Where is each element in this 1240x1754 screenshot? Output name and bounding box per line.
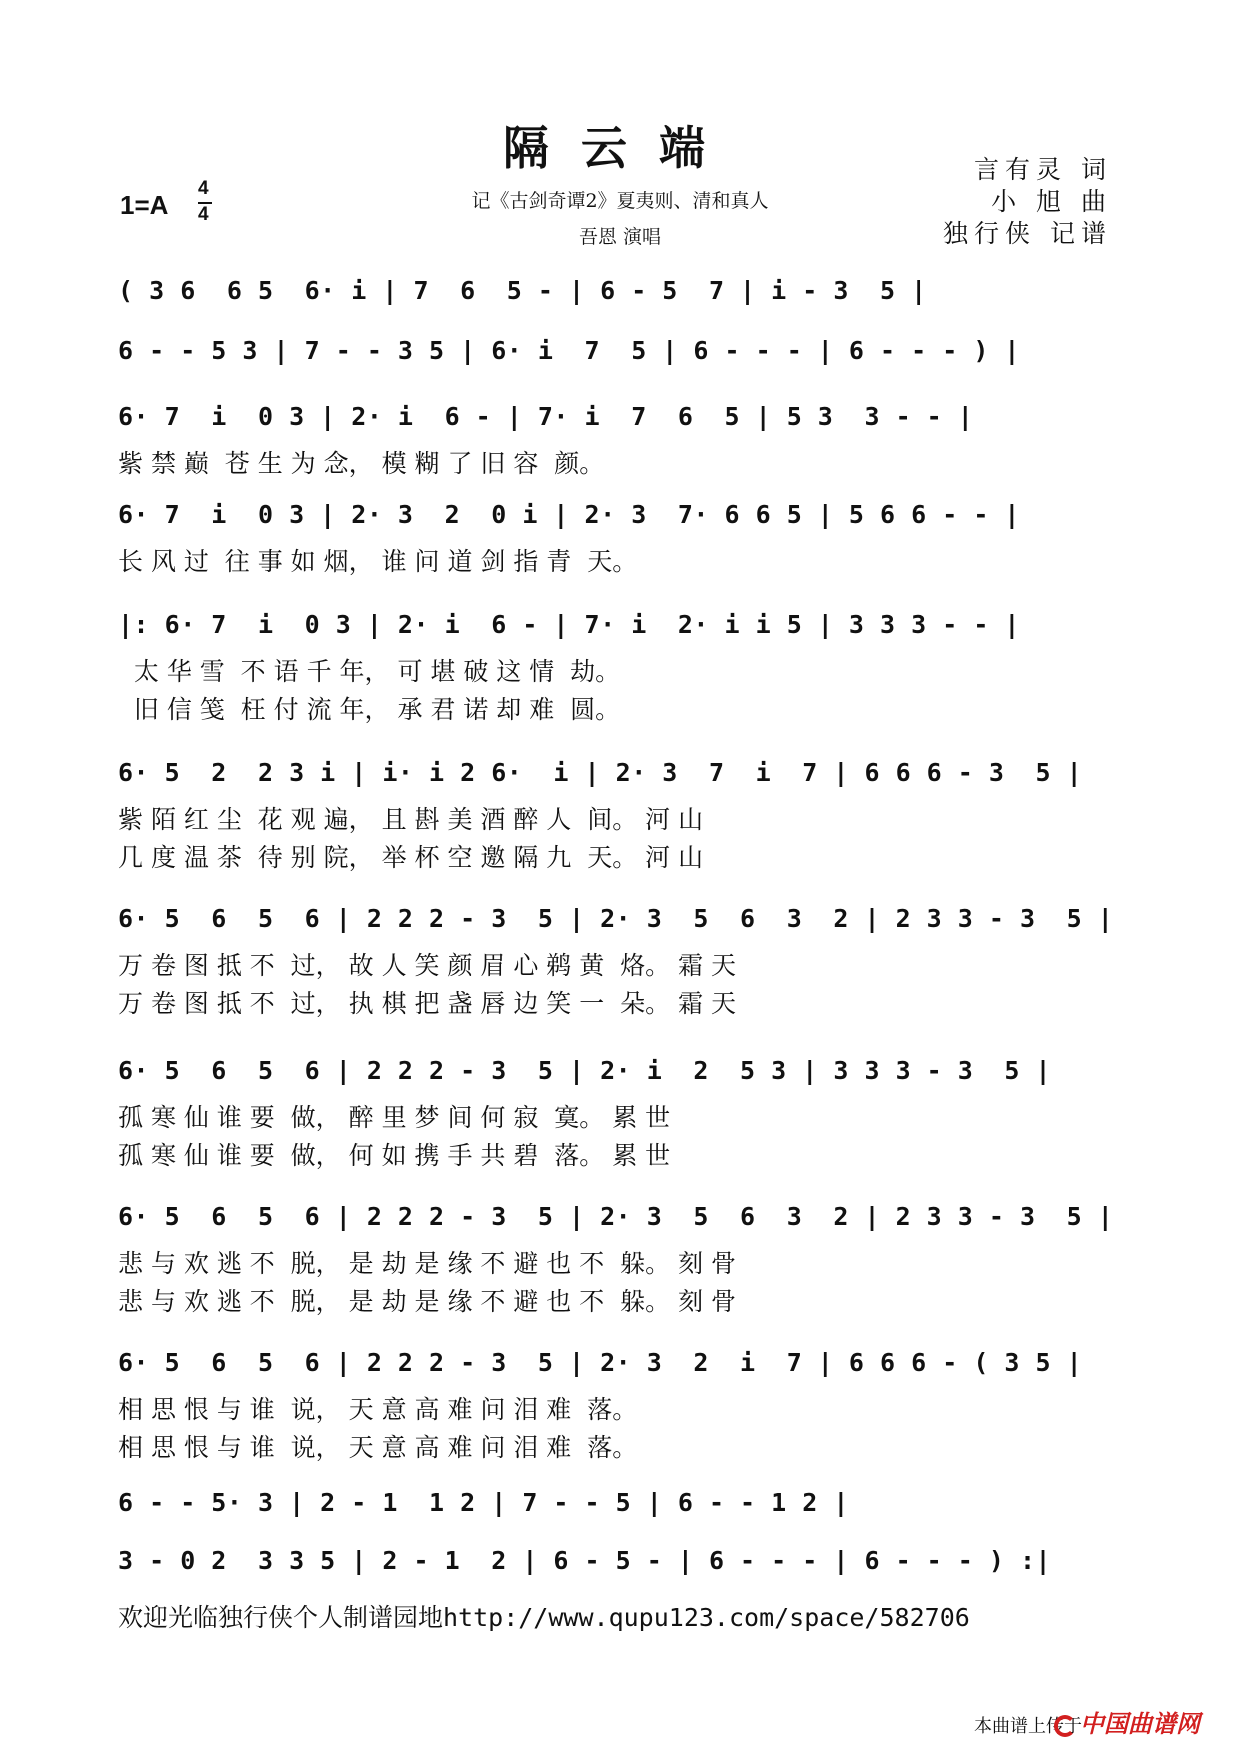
transcriber-credit: 独行侠 记谱: [943, 219, 1112, 248]
lyricist-credit: 言有灵 词: [974, 155, 1112, 184]
notation-line-6: 6· 5 2 2 3 i | i· i 2 6· i | 2· 3 7 i 7 | 6 6 6 - 3 5 |: [118, 758, 1083, 787]
lyric-line: 万 卷 图 抵 不 过， 故 人 笑 颜 眉 心 鹈 黄 烙。 霜 天: [118, 951, 737, 980]
logo-part-2: 曲谱网: [1128, 1711, 1200, 1738]
lyric-line: 悲 与 欢 逃 不 脱， 是 劫 是 缘 不 避 也 不 躲。 刻 骨: [118, 1249, 737, 1278]
lyric-line: 孤 寒 仙 谁 要 做， 何 如 携 手 共 碧 落。 累 世: [118, 1141, 671, 1170]
notation-line-9: 6· 5 6 5 6 | 2 2 2 - 3 5 | 2· 3 5 6 3 2 | 2 3 3 - 3 5 |: [118, 1202, 1114, 1231]
lyric-line: 几 度 温 茶 待 别 院， 举 杯 空 邀 隔 九 天。 河 山: [118, 843, 704, 872]
lyric-line: 相 思 恨 与 谁 说， 天 意 高 难 问 泪 难 落。: [118, 1433, 638, 1462]
notation-line-7: 6· 5 6 5 6 | 2 2 2 - 3 5 | 2· 3 5 6 3 2 | 2 3 3 - 3 5 |: [118, 904, 1114, 933]
notation-line-12: 3 - 0 2 3 3 5 | 2 - 1 2 | 6 - 5 - | 6 - - - | 6 - - - ) :|: [118, 1546, 1052, 1575]
notation-line-2: 6 - - 5 3 | 7 - - 3 5 | 6· i 7 5 | 6 - - - | 6 - - - ) |: [118, 336, 1020, 365]
footer-link-text[interactable]: 欢迎光临独行侠个人制谱园地http://www.qupu123.com/space/582706: [118, 1603, 970, 1632]
page-title: 隔云端: [503, 121, 737, 175]
lyric-line: 紫 陌 红 尘 花 观 遍， 且 斟 美 酒 醉 人 间。 河 山: [118, 805, 704, 834]
lyric-line: 万 卷 图 抵 不 过， 执 棋 把 盏 唇 边 笑 一 朵。 霜 天: [118, 989, 737, 1018]
composer-credit: 小 旭 曲: [991, 187, 1112, 216]
subtitle: 记《古剑奇谭2》夏夷则、清和真人: [471, 190, 769, 212]
key-signature: 1=A: [120, 190, 169, 220]
notation-line-4: 6· 7 i 0 3 | 2· 3 2 0 i | 2· 3 7· 6 6 5 | 5 6 6 - - |: [118, 500, 1020, 529]
upload-note: 本曲谱上传于: [974, 1716, 1082, 1736]
lyric-line: 孤 寒 仙 谁 要 做， 醉 里 梦 间 何 寂 寞。 累 世: [118, 1103, 671, 1132]
lyric-line: 长 风 过 往 事 如 烟， 谁 问 道 剑 指 青 天。: [118, 547, 638, 576]
lyric-line: 悲 与 欢 逃 不 脱， 是 劫 是 缘 不 避 也 不 躲。 刻 骨: [118, 1287, 737, 1316]
site-logo[interactable]: [1054, 1704, 1200, 1739]
lyric-line: 紫 禁 巅 苍 生 为 念， 模 糊 了 旧 容 颜。: [118, 449, 605, 478]
notation-line-5: |: 6· 7 i 0 3 | 2· i 6 - | 7· i 2· i i 5 | 3 3 3 - - |: [118, 610, 1020, 639]
time-signature-bottom: 4: [198, 204, 209, 225]
logo-icon: [1054, 1715, 1076, 1737]
notation-line-11: 6 - - 5· 3 | 2 - 1 1 2 | 7 - - 5 | 6 - - 1 2 |: [118, 1488, 849, 1517]
lyric-line: 相 思 恨 与 谁 说， 天 意 高 难 问 泪 难 落。: [118, 1395, 638, 1424]
notation-line-8: 6· 5 6 5 6 | 2 2 2 - 3 5 | 2· i 2 5 3 | 3 3 3 - 3 5 |: [118, 1056, 1052, 1085]
notation-line-10: 6· 5 6 5 6 | 2 2 2 - 3 5 | 2· 3 2 i 7 | 6 6 6 - ( 3 5 |: [118, 1348, 1083, 1377]
notation-line-3: 6· 7 i 0 3 | 2· i 6 - | 7· i 7 6 5 | 5 3 3 - - |: [118, 402, 974, 431]
notation-line-1: ( 3 6 6 5 6· i | 7 6 5 - | 6 - 5 7 | i - 3 5 |: [118, 276, 927, 305]
lyric-line: 旧 信 笺 枉 付 流 年， 承 君 诺 却 难 圆。: [118, 695, 621, 724]
lyric-line: 太 华 雪 不 语 千 年， 可 堪 破 这 情 劫。: [118, 657, 621, 686]
time-signature-top: 4: [198, 178, 209, 199]
performer: 吾恩 演唱: [578, 226, 662, 248]
logo-part-1: 中国: [1080, 1711, 1128, 1738]
